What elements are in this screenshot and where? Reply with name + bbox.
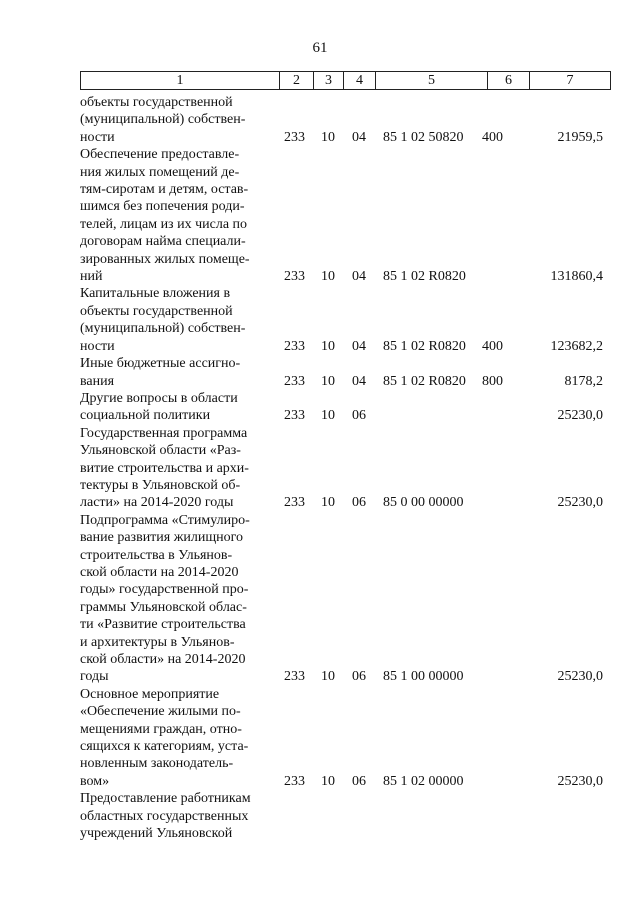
table-row — [80, 94, 611, 146]
pr-code: 10 — [321, 338, 335, 354]
csr-code: 85 1 02 00000 — [383, 773, 464, 789]
description-line: ний — [80, 269, 103, 285]
table-row — [80, 425, 611, 512]
description-line: Подпрограмма «Стимулиро- — [80, 512, 250, 528]
csr-code: 85 1 02 R0820 — [383, 269, 466, 285]
row-description — [80, 355, 273, 390]
description-line: строительства в Ульянов- — [80, 547, 233, 563]
description-line: Предоставление работникам — [80, 791, 251, 807]
vr-code: 800 — [482, 373, 503, 389]
description-line: сящихся к категориям, уста- — [80, 739, 249, 755]
description-line: Ульяновской области «Раз- — [80, 443, 241, 459]
row-description — [80, 285, 273, 355]
ps-code: 04 — [352, 129, 366, 145]
row-description — [80, 512, 273, 686]
description-line: договорам найма специали- — [80, 234, 246, 250]
description-line: и архитектуры в Ульянов- — [80, 634, 235, 650]
ps-code: 06 — [352, 773, 366, 789]
ps-code: 06 — [352, 408, 366, 424]
description-line: тям-сиротам и детям, остав- — [80, 182, 249, 198]
pr-code: 10 — [321, 495, 335, 511]
description-line: вание развития жилищного — [80, 530, 244, 546]
rzd-code: 233 — [284, 669, 305, 685]
description-line: ласти» на 2014-2020 годы — [80, 495, 234, 511]
csr-code: 85 0 00 00000 — [383, 495, 464, 511]
row-description — [80, 94, 273, 146]
rzd-code: 233 — [284, 495, 305, 511]
row-description — [80, 146, 273, 285]
row-description — [80, 790, 273, 842]
description-line: ния жилых помещений де- — [80, 164, 240, 180]
column-header-3: 3 — [314, 72, 344, 89]
amount: 131860,4 — [550, 269, 603, 285]
description-line: вания — [80, 373, 115, 389]
description-line: ской области» на 2014-2020 — [80, 652, 246, 667]
description-line: зированных жилых помеще- — [80, 251, 250, 267]
vr-code: 400 — [482, 129, 503, 145]
rzd-code: 233 — [284, 773, 305, 789]
column-header-4: 4 — [344, 72, 376, 89]
description-line: областных государственных — [80, 808, 249, 824]
rzd-code: 233 — [284, 408, 305, 424]
rzd-code: 233 — [284, 269, 305, 285]
description-line: витие строительства и архи- — [80, 460, 249, 476]
description-line: объекты государственной — [80, 95, 233, 110]
rzd-code: 233 — [284, 338, 305, 354]
amount: 21959,5 — [557, 129, 603, 145]
amount: 25230,0 — [557, 408, 603, 424]
rzd-code: 233 — [284, 129, 305, 145]
ps-code: 04 — [352, 269, 366, 285]
description-line: Капитальные вложения в — [80, 286, 231, 302]
pr-code: 10 — [321, 129, 335, 145]
amount: 25230,0 — [557, 669, 603, 685]
amount: 25230,0 — [557, 495, 603, 511]
description-line: ности — [80, 129, 115, 145]
description-line: годы» государственной про- — [80, 582, 249, 598]
pr-code: 10 — [321, 669, 335, 685]
description-line: ти «Развитие строительства — [80, 617, 246, 633]
description-line: Иные бюджетные ассигно- — [80, 356, 241, 372]
ps-code: 06 — [352, 669, 366, 685]
description-line: Основное мероприятие — [80, 686, 220, 702]
vr-code: 400 — [482, 338, 503, 354]
pr-code: 10 — [321, 269, 335, 285]
table-row — [80, 686, 611, 790]
pr-code: 10 — [321, 773, 335, 789]
description-line: ности — [80, 338, 115, 354]
column-header-2: 2 — [280, 72, 314, 89]
description-line: социальной политики — [80, 408, 211, 424]
column-header-1: 1 — [81, 72, 280, 89]
description-line: (муниципальной) собствен- — [80, 321, 246, 337]
csr-code: 85 1 00 00000 — [383, 669, 464, 685]
column-header-5: 5 — [376, 72, 488, 89]
description-line: шимся без попечения роди- — [80, 199, 245, 215]
column-header-7: 7 — [566, 73, 574, 88]
description-line: граммы Ульяновской облас- — [80, 599, 247, 615]
pr-code: 10 — [321, 408, 335, 424]
description-line: объекты государственной — [80, 303, 233, 319]
description-line: годы — [80, 669, 109, 685]
table-row — [80, 790, 611, 842]
row-description — [80, 390, 273, 425]
rzd-code: 233 — [284, 373, 305, 389]
ps-code: 06 — [352, 495, 366, 511]
description-line: Обеспечение предоставле- — [80, 147, 240, 163]
amount: 25230,0 — [557, 773, 603, 789]
description-line: ской области на 2014-2020 — [80, 564, 239, 580]
pr-code: 10 — [321, 373, 335, 389]
csr-code: 85 1 02 50820 — [383, 129, 464, 145]
amount: 8178,2 — [564, 373, 603, 389]
table-row — [80, 146, 611, 285]
table-body — [80, 94, 611, 842]
csr-code: 85 1 02 R0820 — [383, 373, 466, 389]
table-row — [80, 285, 611, 355]
page-number: 61 — [312, 40, 328, 56]
description-line: вом» — [80, 773, 110, 789]
description-line: тектуры в Ульяновской об- — [80, 477, 241, 493]
table-header — [80, 71, 611, 90]
description-line: учреждений Ульяновской — [80, 826, 233, 842]
amount: 123682,2 — [550, 338, 603, 354]
column-header-6: 6 — [488, 72, 530, 89]
csr-code: 85 1 02 R0820 — [383, 338, 466, 354]
row-description — [80, 686, 273, 790]
description-line: телей, лицам из их числа по — [80, 216, 248, 232]
ps-code: 04 — [352, 373, 366, 389]
description-line: новленным законодатель- — [80, 756, 234, 772]
ps-code: 04 — [352, 338, 366, 354]
description-line: Другие вопросы в области — [80, 390, 238, 406]
description-line: (муниципальной) собствен- — [80, 112, 246, 128]
description-line: мещениями граждан, отно- — [80, 721, 242, 737]
row-description — [80, 425, 273, 512]
description-line: Государственная программа — [80, 425, 248, 441]
description-line: «Обеспечение жилыми по- — [80, 704, 241, 720]
table-row — [80, 512, 611, 686]
table-row — [80, 355, 611, 390]
table-row — [80, 390, 611, 425]
